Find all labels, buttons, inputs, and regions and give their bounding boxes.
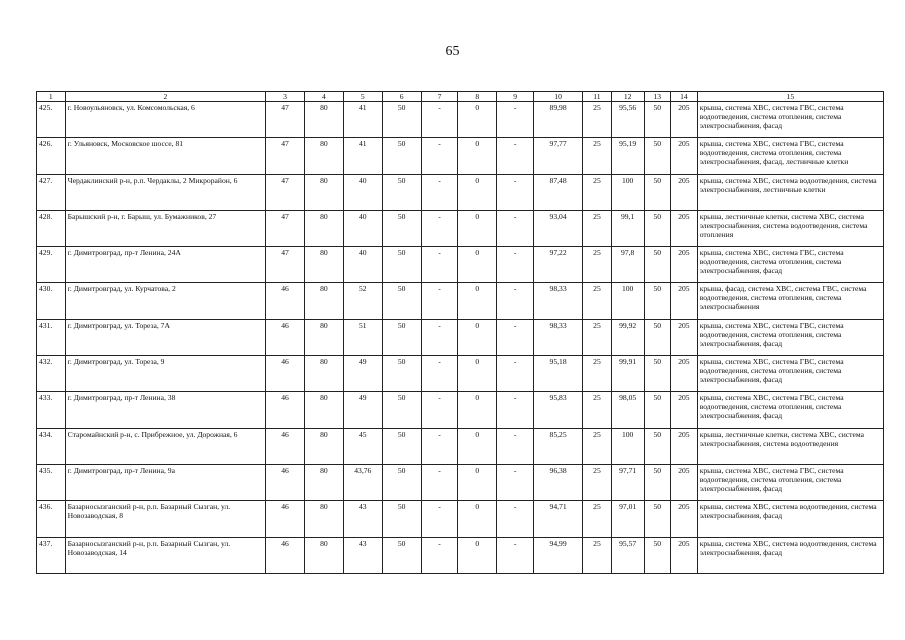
value-cell-10: 97,77	[534, 138, 583, 174]
value-cell-4: 80	[304, 174, 343, 210]
value-cell-13: 50	[644, 319, 671, 355]
table-row	[37, 210, 884, 246]
value-cell-11: 25	[583, 428, 612, 464]
value-cell-7: -	[421, 138, 458, 174]
works-cell: крыша, система ХВС, система ГВС, система водоотведения, система отопления, система электроснабжения, фасад, лестничные клетки	[697, 138, 883, 174]
value-cell-8: 0	[458, 392, 497, 428]
value-cell-13: 50	[644, 210, 671, 246]
value-cell-6: 50	[382, 319, 421, 355]
value-cell-4: 80	[304, 319, 343, 355]
row-number: 428.	[37, 210, 66, 246]
value-cell-5: 52	[343, 283, 382, 319]
row-number: 425.	[37, 102, 66, 138]
table-row	[37, 138, 884, 174]
value-cell-12: 100	[611, 174, 644, 210]
column-header-7: 7	[421, 92, 458, 102]
column-header-4: 4	[304, 92, 343, 102]
value-cell-4: 80	[304, 247, 343, 283]
value-cell-12: 95,57	[611, 537, 644, 573]
value-cell-3: 47	[266, 210, 305, 246]
value-cell-13: 50	[644, 247, 671, 283]
value-cell-10: 89,98	[534, 102, 583, 138]
value-cell-4: 80	[304, 428, 343, 464]
value-cell-9: -	[497, 464, 534, 500]
value-cell-9: -	[497, 537, 534, 573]
value-cell-4: 80	[304, 537, 343, 573]
address-cell: г. Ульяновск, Московское шоссе, 81	[65, 138, 265, 174]
value-cell-13: 50	[644, 392, 671, 428]
row-number: 437.	[37, 537, 66, 573]
works-cell: крыша, система ХВС, система ГВС, система водоотведения, система отопления, система электроснабжения, фасад	[697, 102, 883, 138]
address-cell: Базарносызганский р-н, р.п. Базарный Сызган, ул. Новозаводская, 14	[65, 537, 265, 573]
value-cell-3: 46	[266, 537, 305, 573]
value-cell-5: 45	[343, 428, 382, 464]
value-cell-5: 41	[343, 138, 382, 174]
value-cell-3: 46	[266, 501, 305, 537]
value-cell-12: 99,1	[611, 210, 644, 246]
column-header-8: 8	[458, 92, 497, 102]
value-cell-4: 80	[304, 356, 343, 392]
value-cell-6: 50	[382, 102, 421, 138]
column-header-13: 13	[644, 92, 671, 102]
value-cell-5: 40	[343, 210, 382, 246]
value-cell-11: 25	[583, 319, 612, 355]
value-cell-12: 99,92	[611, 319, 644, 355]
value-cell-13: 50	[644, 102, 671, 138]
value-cell-8: 0	[458, 247, 497, 283]
value-cell-5: 40	[343, 174, 382, 210]
value-cell-11: 25	[583, 356, 612, 392]
value-cell-6: 50	[382, 210, 421, 246]
table-row	[37, 501, 884, 537]
value-cell-14: 205	[671, 319, 698, 355]
value-cell-3: 46	[266, 428, 305, 464]
value-cell-4: 80	[304, 501, 343, 537]
page-number: 65	[445, 44, 460, 59]
value-cell-14: 205	[671, 501, 698, 537]
value-cell-11: 25	[583, 464, 612, 500]
value-cell-10: 85,25	[534, 428, 583, 464]
address-cell: г. Новоульяновск, ул. Комсомольская, 6	[65, 102, 265, 138]
value-cell-4: 80	[304, 138, 343, 174]
address-cell: г. Димитровград, ул. Тореза, 9	[65, 356, 265, 392]
value-cell-9: -	[497, 356, 534, 392]
value-cell-8: 0	[458, 138, 497, 174]
value-cell-5: 40	[343, 247, 382, 283]
value-cell-3: 46	[266, 464, 305, 500]
works-cell: крыша, фасад, система ХВС, система ГВС, система водоотведения, система отопления, система электроснабжения	[697, 283, 883, 319]
value-cell-11: 25	[583, 392, 612, 428]
value-cell-4: 80	[304, 392, 343, 428]
value-cell-9: -	[497, 102, 534, 138]
column-header-9: 9	[497, 92, 534, 102]
row-number: 430.	[37, 283, 66, 319]
value-cell-5: 51	[343, 319, 382, 355]
value-cell-14: 205	[671, 247, 698, 283]
value-cell-14: 205	[671, 392, 698, 428]
value-cell-12: 95,56	[611, 102, 644, 138]
value-cell-6: 50	[382, 247, 421, 283]
table-row	[37, 356, 884, 392]
value-cell-9: -	[497, 319, 534, 355]
address-cell: Барышский р-н, г. Барыш, ул. Бумажников, 27	[65, 210, 265, 246]
value-cell-6: 50	[382, 537, 421, 573]
value-cell-9: -	[497, 247, 534, 283]
value-cell-12: 100	[611, 428, 644, 464]
value-cell-8: 0	[458, 464, 497, 500]
value-cell-14: 205	[671, 102, 698, 138]
value-cell-11: 25	[583, 102, 612, 138]
value-cell-10: 94,71	[534, 501, 583, 537]
value-cell-6: 50	[382, 356, 421, 392]
value-cell-9: -	[497, 392, 534, 428]
table-row	[37, 464, 884, 500]
value-cell-3: 47	[266, 102, 305, 138]
value-cell-9: -	[497, 428, 534, 464]
value-cell-10: 95,18	[534, 356, 583, 392]
value-cell-14: 205	[671, 138, 698, 174]
value-cell-6: 50	[382, 174, 421, 210]
value-cell-6: 50	[382, 501, 421, 537]
works-cell: крыша, система ХВС, система ГВС, система водоотведения, система отопления, система электроснабжения, фасад	[697, 319, 883, 355]
value-cell-11: 25	[583, 174, 612, 210]
value-cell-4: 80	[304, 464, 343, 500]
table-row	[37, 283, 884, 319]
value-cell-10: 94,99	[534, 537, 583, 573]
column-header-5: 5	[343, 92, 382, 102]
value-cell-5: 43	[343, 501, 382, 537]
table-row	[37, 247, 884, 283]
table-row	[37, 428, 884, 464]
value-cell-14: 205	[671, 356, 698, 392]
value-cell-8: 0	[458, 283, 497, 319]
works-cell: крыша, система ХВС, система водоотведения, система электроснабжения, лестничные клетки	[697, 174, 883, 210]
column-number-row	[37, 92, 884, 102]
works-cell: крыша, система ХВС, система ГВС, система водоотведения, система отопления, система электроснабжения, фасад	[697, 247, 883, 283]
column-header-12: 12	[611, 92, 644, 102]
address-cell: г. Димитровград, пр-т Ленина, 9а	[65, 464, 265, 500]
value-cell-13: 50	[644, 501, 671, 537]
row-number: 433.	[37, 392, 66, 428]
row-number: 431.	[37, 319, 66, 355]
value-cell-8: 0	[458, 428, 497, 464]
table-row	[37, 102, 884, 138]
value-cell-9: -	[497, 210, 534, 246]
value-cell-11: 25	[583, 537, 612, 573]
value-cell-7: -	[421, 501, 458, 537]
value-cell-9: -	[497, 283, 534, 319]
value-cell-11: 25	[583, 210, 612, 246]
value-cell-4: 80	[304, 283, 343, 319]
value-cell-6: 50	[382, 138, 421, 174]
column-header-11: 11	[583, 92, 612, 102]
value-cell-5: 41	[343, 102, 382, 138]
value-cell-12: 95,19	[611, 138, 644, 174]
address-cell: г. Димитровград, пр-т Ленина, 24А	[65, 247, 265, 283]
value-cell-6: 50	[382, 464, 421, 500]
value-cell-12: 97,71	[611, 464, 644, 500]
value-cell-8: 0	[458, 102, 497, 138]
value-cell-3: 46	[266, 283, 305, 319]
column-header-15: 15	[697, 92, 883, 102]
row-number: 434.	[37, 428, 66, 464]
value-cell-7: -	[421, 319, 458, 355]
value-cell-8: 0	[458, 356, 497, 392]
works-cell: крыша, система ХВС, система ГВС, система водоотведения, система отопления, система электроснабжения, фасад	[697, 356, 883, 392]
address-cell: Старомайнский р-н, с. Прибрежное, ул. Дорожная, 6	[65, 428, 265, 464]
column-header-1: 1	[37, 92, 66, 102]
value-cell-13: 50	[644, 537, 671, 573]
value-cell-7: -	[421, 464, 458, 500]
value-cell-5: 43,76	[343, 464, 382, 500]
column-header-3: 3	[266, 92, 305, 102]
value-cell-8: 0	[458, 501, 497, 537]
value-cell-11: 25	[583, 501, 612, 537]
works-cell: крыша, система ХВС, система водоотведения, система электроснабжения, фасад	[697, 537, 883, 573]
table-row	[37, 319, 884, 355]
column-header-6: 6	[382, 92, 421, 102]
value-cell-8: 0	[458, 537, 497, 573]
value-cell-4: 80	[304, 210, 343, 246]
value-cell-3: 47	[266, 247, 305, 283]
works-cell: крыша, лестничные клетки, система ХВС, система электроснабжения, система водоотведения	[697, 428, 883, 464]
works-cell: крыша, лестничные клетки, система ХВС, система электроснабжения, система водоотведения, система отопления	[697, 210, 883, 246]
value-cell-6: 50	[382, 283, 421, 319]
value-cell-14: 205	[671, 428, 698, 464]
value-cell-10: 93,04	[534, 210, 583, 246]
table-row	[37, 392, 884, 428]
row-number: 429.	[37, 247, 66, 283]
address-cell: г. Димитровград, ул. Курчатова, 2	[65, 283, 265, 319]
value-cell-10: 98,33	[534, 283, 583, 319]
value-cell-7: -	[421, 210, 458, 246]
value-cell-13: 50	[644, 356, 671, 392]
value-cell-14: 205	[671, 464, 698, 500]
address-cell: г. Димитровград, пр-т Ленина, 38	[65, 392, 265, 428]
value-cell-7: -	[421, 247, 458, 283]
value-cell-11: 25	[583, 283, 612, 319]
value-cell-7: -	[421, 102, 458, 138]
value-cell-14: 205	[671, 283, 698, 319]
value-cell-10: 98,33	[534, 319, 583, 355]
value-cell-13: 50	[644, 428, 671, 464]
value-cell-3: 47	[266, 174, 305, 210]
value-cell-6: 50	[382, 392, 421, 428]
row-number: 436.	[37, 501, 66, 537]
value-cell-11: 25	[583, 138, 612, 174]
value-cell-8: 0	[458, 319, 497, 355]
value-cell-13: 50	[644, 283, 671, 319]
value-cell-12: 97,01	[611, 501, 644, 537]
value-cell-13: 50	[644, 174, 671, 210]
column-header-10: 10	[534, 92, 583, 102]
value-cell-8: 0	[458, 210, 497, 246]
value-cell-3: 46	[266, 356, 305, 392]
address-cell: г. Димитровград, ул. Тореза, 7А	[65, 319, 265, 355]
value-cell-12: 97,8	[611, 247, 644, 283]
works-cell: крыша, система ХВС, система водоотведения, система электроснабжения, фасад	[697, 501, 883, 537]
value-cell-5: 43	[343, 537, 382, 573]
value-cell-3: 46	[266, 392, 305, 428]
column-header-14: 14	[671, 92, 698, 102]
value-cell-14: 205	[671, 174, 698, 210]
row-number: 426.	[37, 138, 66, 174]
value-cell-12: 98,05	[611, 392, 644, 428]
column-header-2: 2	[65, 92, 265, 102]
value-cell-6: 50	[382, 428, 421, 464]
works-cell: крыша, система ХВС, система ГВС, система водоотведения, система отопления, система электроснабжения, фасад	[697, 392, 883, 428]
value-cell-12: 99,91	[611, 356, 644, 392]
value-cell-7: -	[421, 283, 458, 319]
value-cell-7: -	[421, 392, 458, 428]
value-cell-3: 47	[266, 138, 305, 174]
address-cell: Чердаклинский р-н, р.п. Чердаклы, 2 Микрорайон, 6	[65, 174, 265, 210]
row-number: 427.	[37, 174, 66, 210]
value-cell-14: 205	[671, 210, 698, 246]
value-cell-8: 0	[458, 174, 497, 210]
value-cell-13: 50	[644, 138, 671, 174]
table-row	[37, 537, 884, 573]
table-row	[37, 174, 884, 210]
address-cell: Базарносызганский р-н, р.п. Базарный Сызган, ул. Новозаводская, 8	[65, 501, 265, 537]
value-cell-7: -	[421, 356, 458, 392]
value-cell-7: -	[421, 174, 458, 210]
value-cell-12: 100	[611, 283, 644, 319]
value-cell-14: 205	[671, 537, 698, 573]
value-cell-10: 96,38	[534, 464, 583, 500]
value-cell-13: 50	[644, 464, 671, 500]
row-number: 435.	[37, 464, 66, 500]
value-cell-7: -	[421, 537, 458, 573]
value-cell-10: 97,22	[534, 247, 583, 283]
value-cell-3: 46	[266, 319, 305, 355]
value-cell-10: 95,83	[534, 392, 583, 428]
row-number: 432.	[37, 356, 66, 392]
works-cell: крыша, система ХВС, система ГВС, система водоотведения, система отопления, система электроснабжения, фасад	[697, 464, 883, 500]
value-cell-4: 80	[304, 102, 343, 138]
value-cell-9: -	[497, 174, 534, 210]
repair-program-table	[36, 91, 884, 574]
value-cell-11: 25	[583, 247, 612, 283]
value-cell-7: -	[421, 428, 458, 464]
value-cell-9: -	[497, 138, 534, 174]
value-cell-9: -	[497, 501, 534, 537]
value-cell-5: 49	[343, 356, 382, 392]
value-cell-10: 87,48	[534, 174, 583, 210]
value-cell-5: 49	[343, 392, 382, 428]
